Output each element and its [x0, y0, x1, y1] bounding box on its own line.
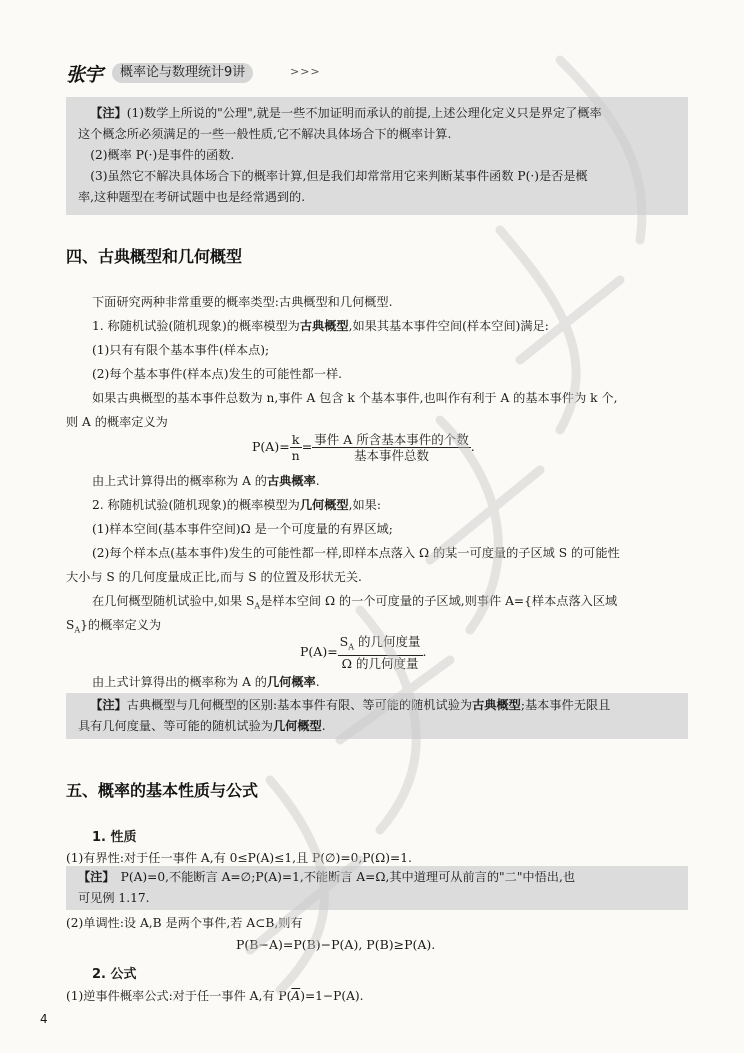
note-line: 这个概念所必须满足的一些一般性质,它不解决具体场合下的概率计算. — [78, 127, 452, 141]
paragraph: 2. 称随机试验(随机现象)的概率模型为几何概型,如果: — [92, 498, 381, 512]
formula-geometric-probability: P(A)= $\frac{S_A 的几何度量}{\text{Ω 的几何度量}}$ . — [300, 634, 427, 671]
book-title: 概率论与数理统计9讲 — [112, 63, 253, 83]
paragraph: 1. 称随机试验(随机现象)的概率模型为古典概型,如果其基本事件空间(样本空间)满足: — [92, 319, 549, 333]
paragraph: 由上式计算得出的概率称为 A 的古典概率. — [92, 474, 320, 488]
note-line: (2)概率 P(·)是事件的函数. — [90, 148, 235, 162]
paragraph: (2)每个基本事件(样本点)发生的可能性都一样. — [92, 367, 343, 381]
note-box-zero-probability — [66, 866, 688, 910]
subsection-heading: 2. 公式 — [92, 967, 137, 982]
note-tag: 【注】 — [90, 698, 127, 712]
paragraph: (1)样本空间(基本事件空间)Ω 是一个可度量的有界区域; — [92, 522, 393, 536]
note-line: 【注】(1)数学上所说的"公理",就是一些不加证明而承认的前提,上述公理化定义只是界定了概率 — [90, 106, 602, 120]
running-header — [66, 58, 686, 88]
note-line: 具有几何度量、等可能的随机试验为几何概型. — [78, 719, 326, 733]
note-line: 可见例 1.17. — [78, 891, 150, 905]
note-tag: 【注】 — [90, 106, 127, 120]
paragraph: (1)有界性:对于任一事件 A,有 0≤P(A)≤1,且 P(∅)=0,P(Ω)=1. — [66, 851, 412, 865]
author-logo: 张宇 — [66, 64, 103, 86]
note-line: 【注】 P(A)=0,不能断言 A=∅;P(A)=1,不能断言 A=Ω,其中道理可从前言的"二"中悟出,也 — [78, 870, 576, 884]
formula-monotonicity: P(B−A)=P(B)−P(A), P(B)≥P(A). — [236, 937, 436, 952]
page-number: 4 — [40, 1012, 48, 1026]
section-heading: 五、概率的基本性质与公式 — [66, 781, 259, 800]
paragraph: $S_A$}的概率定义为 — [66, 618, 162, 635]
paragraph: 下面研究两种非常重要的概率类型:古典概型和几何概型. — [92, 295, 393, 309]
paragraph: 则 A 的概率定义为 — [66, 415, 168, 429]
paragraph: 在几何概型随机试验中,如果 $S_A$是样本空间 Ω 的一个可度量的子区域,则事件 A={样本点落入区域 — [92, 594, 618, 611]
paragraph: 大小与 S 的几何度量成正比,而与 S 的位置及形状无关. — [66, 570, 362, 584]
note-line: (3)虽然它不解决具体场合下的概率计算,但是我们却常常用它来判断某事件函数 P(·)是否是概 — [90, 169, 588, 183]
chevron-arrows-icon: >>> — [290, 65, 321, 78]
paragraph: 由上式计算得出的概率称为 A 的几何概率. — [92, 675, 320, 689]
paragraph: (2)每个样本点(基本事件)发生的可能性都一样,即样本点落入 Ω 的某一可度量的子区域 S 的可能性 — [92, 546, 620, 560]
note-line: 【注】古典概型与几何概型的区别:基本事件有限、等可能的随机试验为古典概型;基本事件无限且 — [90, 698, 611, 712]
subsection-heading: 1. 性质 — [92, 830, 137, 845]
paragraph: 如果古典概型的基本事件总数为 n,事件 A 包含 k 个基本事件,也叫作有利于 A 的基本事件为 k 个, — [92, 391, 618, 405]
paragraph: (1)只有有限个基本事件(样本点); — [92, 343, 270, 357]
formula-classical-probability: P(A)= $\frac{k}{n}$ = $\frac{\text{事件 A 所含基本事件的个数}}{\text{基本事件总数}}$ . — [252, 432, 475, 463]
note-tag: 【注】 — [78, 870, 115, 884]
section-heading: 四、古典概型和几何概型 — [66, 247, 243, 266]
paragraph: (2)单调性:设 A,B 是两个事件,若 A⊂B,则有 — [66, 916, 303, 930]
note-box-axioms — [66, 97, 688, 215]
note-box-classical-vs-geometric — [66, 693, 688, 739]
paragraph: (1)逆事件概率公式:对于任一事件 A,有 $P(\overline{A})=1-P(A)$. — [66, 989, 364, 1003]
note-line: 率,这种题型在考研试题中也是经常遇到的. — [78, 190, 306, 204]
